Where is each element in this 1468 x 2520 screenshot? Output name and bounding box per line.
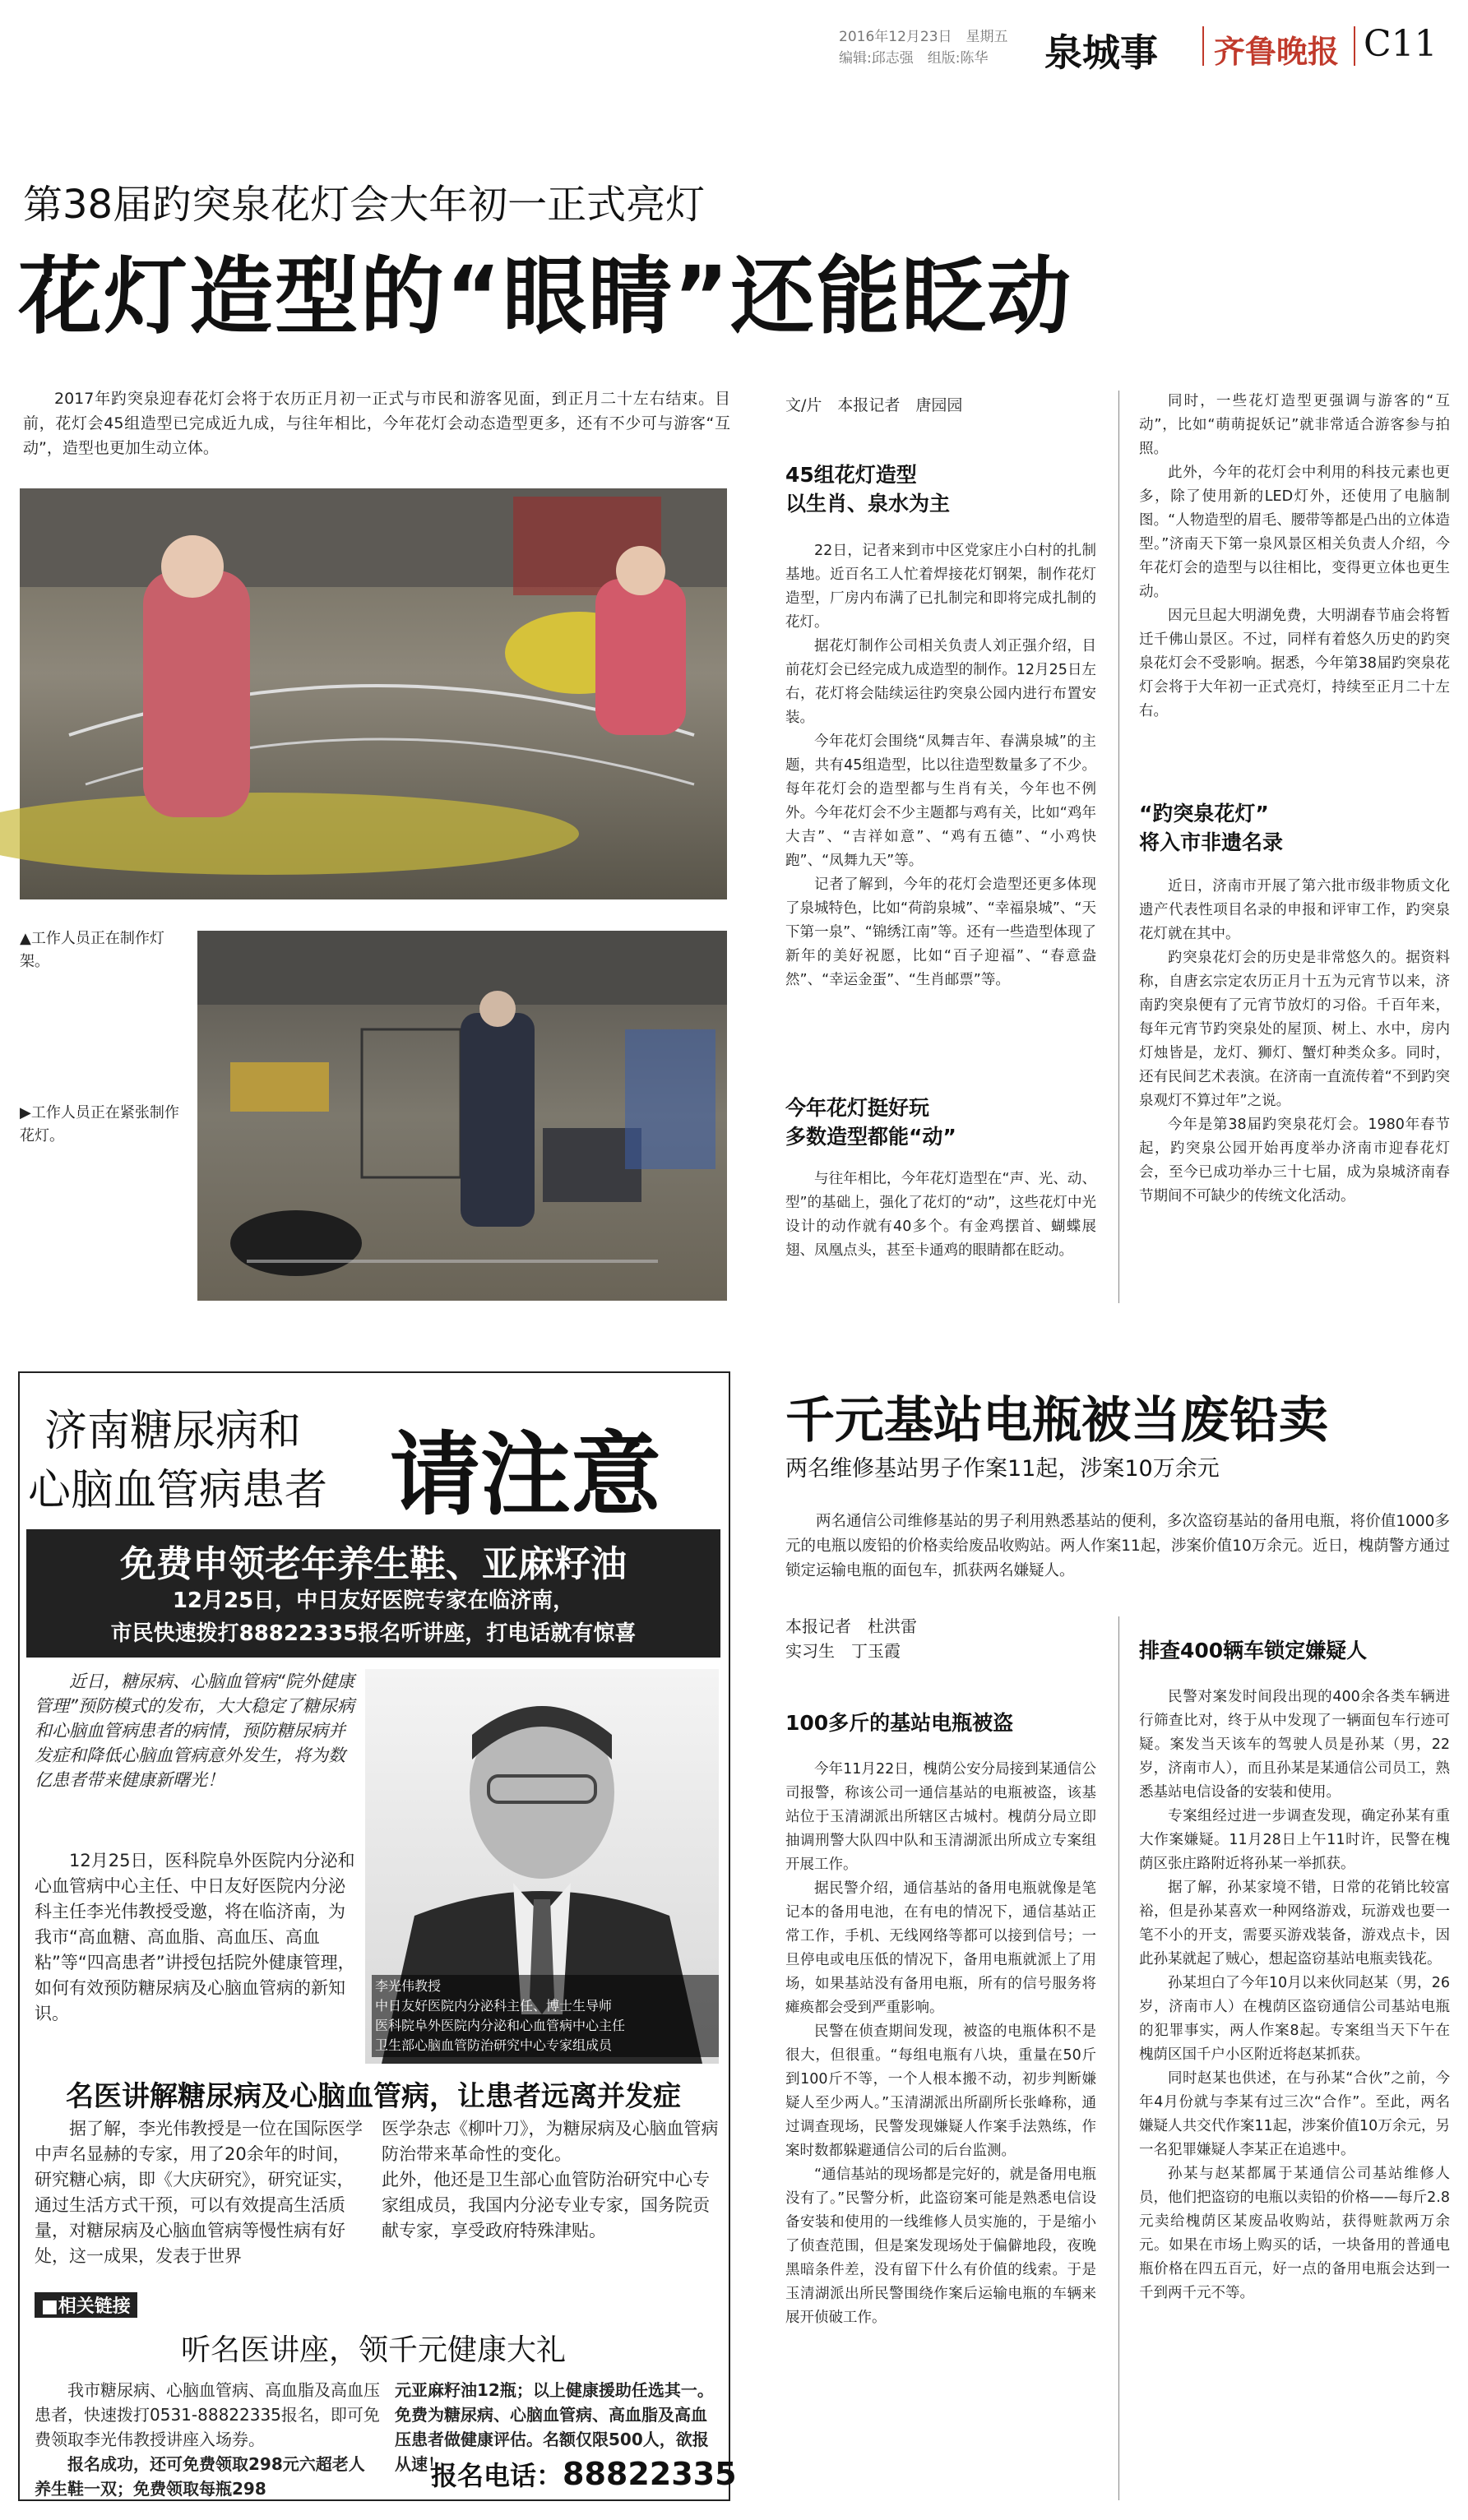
ad-title-big: 请注意: [390, 1422, 661, 1528]
story2-col1: 今年11月22日，槐荫公安分局接到某通信公司报警，称该公司一通信基站的电瓶被盗，该基站位于玉清湖派出所辖区古城村。槐荫分局立即抽调刑警大队四中队和玉清湖派出所成立专案组开展工作。 据民警介绍，通信基站的备用电瓶就像是笔记本的备用电池，在有电的情况下，通信基站正常工作，手机、无线网络等都可以接到信号；一旦停电或电压低的情况下，备用电瓶就派上了用场，如果基站没有备用电瓶，所有的信号服务将瘫痪都会受到严重影响。 民警在侦查期间发现，被盗的电瓶体积不是很大，但很重。“每组电瓶有八块，重量在50斤到100斤不等，一个人根本搬不动，初步判断嫌疑人至少两人。”玉清湖派出所副所长张峰称，通过调查现场，民警发现嫌疑人作案手法熟练，作案时数都躲避通信公司的后台监测。 “通信基站的现场都是完好的，就是备用电瓶没有了。”民警分析，此盗窃案可能是熟悉电信设备安装和使用的一线维修人员实施的，于是缩小了侦查范围，但是案发现场处于偏僻地段，夜晚黑暗条件差，没有留下什么有价值的线索。于是玉清湖派出所民警围绕作案后运输电瓶的车辆来展开侦破工作。: [785, 1761, 1096, 2326]
story2-lead: 两名通信公司维修基站的男子利用熟悉基站的便利，多次盗窃基站的备用电瓶，将价值1000多元的电瓶以废铅的价格卖给废品收购站。两人作案11起，涉案价值10万余元。近日，槐荫警方通过锁定运输电瓶的面包车，抓获两名嫌疑人。: [785, 1513, 1450, 1579]
story1-col2: 同时，一些花灯造型更强调与游客的“互动”，比如“萌萌捉妖记”就非常适合游客参与拍照。 此外，今年的花灯会中利用的科技元素也更多，除了使用新的LED灯外，还使用了电脑制图。“人物造型的眉毛、腰带等都是凸出的立体造型。”济南天下第一泉风景区相关负责人介绍，今年花灯会的造型与以往相比，变得更立体也更生动。 因元旦起大明湖免费，大明湖春节庙会将暂迁千佛山景区。不过，同样有着悠久历史的趵突泉花灯会不受影响。据悉，今年第38届趵突泉花灯会将于大年初一正式亮灯，持续至正月二十左右。: [1139, 393, 1450, 719]
story1-kicker: 第38届趵突泉花灯会大年初一正式亮灯: [23, 182, 706, 228]
story1-lead: 2017年趵突泉迎春花灯会将于农历正月初一正式与市民和游客见面，到正月二十左右结束。目前，花灯会45组造型已完成近九成，与往年相比，今年花灯会动态造型更多，还有不少可与游客“互动”，造型也更加生动立体。: [23, 390, 730, 457]
page-number: C11: [1364, 23, 1438, 65]
story1-sub3: “趵突泉花灯” 将入市非遗名录: [1139, 802, 1284, 854]
ad-link-tag: ■相关链接: [35, 2292, 137, 2318]
ad-banner-title: 免费申领老年养生鞋、亚麻籽油: [120, 1543, 627, 1585]
paper-logo: 齐鲁晚报: [1214, 33, 1340, 70]
story1-col1: 22日，记者来到市中区党家庄小白村的扎制基地。近百名工人忙着焊接花灯钢架，制作花灯造型，厂房内布满了已扎制完和即将完成扎制的花灯。 据花灯制作公司相关负责人刘正强介绍，目前花灯会已经完成九成造型的制作。12月25日左右，花灯将会陆续运往趵突泉公园内进行布置安装。 今年花灯会围绕“凤舞吉年、春满泉城”的主题，共有45组造型，比以往造型数量多了不少。每年花灯会的造型都与生肖有关，今年也不例外。今年花灯会不少主题都与鸡有关，比如“鸡年大吉”、“吉祥如意”、“鸡有五德”、“小鸡快跑”、“凤舞九天”等。 记者了解到，今年的花灯会造型还更多体现了泉城特色，比如“荷韵泉城”、“幸福泉城”、“天下第一泉”、“锦绣江南”等。还有一些造型体现了新年的美好祝愿，比如“百子迎福”、“春意盎然”、“幸运金蛋”、“生肖邮票”等。: [785, 543, 1096, 988]
story2-byline1: 本报记者 杜洪雷: [785, 1616, 917, 1636]
ad-title-line2: 心脑血管病患者: [28, 1466, 328, 1515]
story1-col2b: 近日，济南市开展了第六批市级非物质文化遗产代表性项目名录的申报和评审工作，趵突泉花灯就在其中。 趵突泉花灯会的历史是非常悠久的。据资料称，自唐玄宗定农历正月十五为元宵节以来，济南趵突泉便有了元宵节放灯的习俗。千百年来，每年元宵节趵突泉处的屋顶、树上、水中，房内灯烛皆是，龙灯、狮灯、蟹灯种类众多。同时，还有民间艺术表演。在济南一直流传着“不到趵突泉观灯不算过年”之说。 今年是第38届趵突泉花灯会。1980年春节起，趵突泉公园开始再度举办济南市迎春花灯会，至今已成功举办三十七届，成为泉城济南春节期间不可缺少的传统文化活动。: [1139, 878, 1450, 1205]
caption-1: ▲工作人员正在制作灯架。: [20, 930, 164, 970]
masthead: [831, 18, 1447, 76]
story1-byline: 文/片 本报记者 唐园园: [785, 396, 963, 414]
story2-deck: 两名维修基站男子作案11起，涉案10万余元: [785, 1456, 1220, 1482]
section-name: 泉城事: [1044, 30, 1158, 75]
story2-headline: 千元基站电瓶被当废铅卖: [785, 1392, 1328, 1450]
ad-intro-text: 12月25日，医科院阜外医院内分泌和心血管病中心主任、中日友好医院内分泌科主任李光伟教授受邀，将在临济南，为我市“高血糖、高血脂、高血压、高血粘”等“四高患者”讲授包括院外健康管理，如何有效预防糖尿病及心脑血管病的新知识。: [35, 1851, 355, 2023]
photo-workers-lanterns: [197, 931, 727, 1301]
photo-workers-frame: [20, 488, 727, 899]
story1-sub1: 45组花灯造型 以生肖、泉水为主: [785, 463, 951, 516]
ad-bottom-head: 听名医讲座，领千元健康大礼: [180, 2333, 566, 2367]
divider: [1354, 26, 1355, 66]
photo-workers-frame-image: [20, 488, 727, 899]
story1-headline: 花灯造型的“眼睛”还能眨动: [18, 248, 1073, 346]
story2-sub1: 100多斤的基站电瓶被盗: [785, 1711, 1014, 1735]
photo-workers-lanterns-image: [197, 931, 727, 1301]
divider: [1202, 26, 1204, 66]
ad-banner-sub2: 市民快速拨打88822335报名听讲座，打电话就有惊喜: [110, 1621, 637, 1646]
ad-phone: [431, 2455, 737, 2493]
phone-number: 88822335: [563, 2456, 737, 2492]
ad-bottom-right: 元亚麻籽油12瓶；以上健康援助任选其一。免费为糖尿病、心脑血管病、高血脂及高血压患者做健康评估。名额仅限500人，欲报从速！: [395, 2380, 714, 2474]
ad-banner: [26, 1529, 720, 1658]
story2-col2: 民警对案发时间段出现的400余各类车辆进行筛查比对，终于从中发现了一辆面包车行迹可疑。案发当天该车的驾驶人员是孙某（男，22岁，济南市人），而且孙某是某通信公司员工，熟悉基站电信设备的安装和使用。 专案组经过进一步调查发现，确定孙某有重大作案嫌疑。11月28日上午11时许，民警在槐荫区张庄路附近将孙某一举抓获。 据了解，孙某家境不错，日常的花销比较富裕，但是孙某喜欢一种网络游戏，玩游戏也要一笔不小的开支，需要买游戏装备，游戏点卡，因此孙某就起了贼心，想起盗窃基站电瓶卖钱花。 孙某坦白了今年10月以来伙同赵某（男，26岁，济南市人）在槐荫区盗窃通信公司基站电瓶的犯罪事实，两人作案8起。专案组当天下午在槐荫区国千户小区附近将赵某抓获。 同时赵某也供述，在与孙某“合伙”之前，今年4月份就与李某有过三次“合作”。至此，两名嫌疑人共交代作案11起，涉案价值10万余元，另一名犯罪嫌疑人李某正在追逃中。 孙某与赵某都属于某通信公司基站维修人员，他们把盗窃的电瓶以卖铅的价格——每斤2.8元卖给槐荫区某废品收购站，获得赃款两万余元。如果在市场上购买的话，一块备用的普通电瓶价格在四五百元，好一点的备用电瓶会达到一千到两千元不等。: [1139, 1689, 1450, 2301]
story2-byline2: 实习生 丁玉霞: [785, 1641, 901, 1661]
ad-banner-sub1: 12月25日，中日友好医院专家在临济南，: [172, 1588, 575, 1613]
ad-script-text: 近日，糖尿病、心脑血管病“院外健康管理”预防模式的发布，大大稳定了糖尿病和心脑血管病患者的病情，预防糖尿病并发症和降低心脑血管病意外发生，将为数亿患者带来健康新曙光！: [35, 1672, 354, 1790]
editor-credit: 编辑:邱志强 组版:陈华: [839, 50, 989, 67]
ad-bottom-left: 我市糖尿病、心脑血管病、高血脂及高血压患者，快速拨打0531-88822335报名，即可免费领取李光伟教授讲座入场券。 报名成功，还可免费领取298元六超老人养生鞋一双；免费领取每瓶298: [35, 2380, 380, 2499]
story1-sub2: 今年花灯挺好玩 多数造型都能“动”: [785, 1096, 956, 1149]
doctor-caption: 李光伟教授 中日友好医院内分泌科主任、博士生导师 医科院阜外医院内分泌和心血管病中心主任 卫生部心脑血管防治研究中心专家组成员: [372, 1975, 719, 2057]
ad-mid-left: 据了解，李光伟教授是一位在国际医学中声名显赫的专家，用了20余年的时间，研究糖心病，即《大庆研究》，研究证实，通过生活方式干预，可以有效提高生活质量，对糖尿病及心脑血管病等慢性病有好处，这一成果，发表于世界: [35, 2119, 363, 2266]
column-divider: [1118, 391, 1119, 1303]
ad-mid-right: 医学杂志《柳叶刀》，为糖尿病及心脑血管病防治带来革命性的变化。 此外，他还是卫生部心血管防治研究中心专家组成员，我国内分泌专业专家，国务院贡献专家，享受政府特殊津贴。: [382, 2119, 719, 2240]
story1-col1b: 与往年相比，今年花灯造型在“声、光、动、型”的基础上，强化了花灯的“动”，这些花灯中光设计的动作就有40多个。有金鸡摆首、蝴蝶展翅、凤凰点头，甚至卡通鸡的眼睛都在眨动。: [785, 1171, 1096, 1259]
ad-mid-head: 名医讲解糖尿病及心脑血管病，让患者远离并发症: [66, 2080, 681, 2113]
caption-2: ▶工作人员正在紧张制作花灯。: [20, 1104, 179, 1144]
phone-label: 报名电话：: [431, 2460, 563, 2491]
column-divider: [1118, 1616, 1119, 2500]
health-ad: [18, 1371, 737, 2501]
issue-date: 2016年12月23日 星期五: [839, 29, 1008, 45]
ad-title-line1: 济南糖尿病和: [44, 1407, 302, 1456]
doctor-portrait: [365, 1669, 719, 2064]
story2-sub2: 排查400辆车锁定嫌疑人: [1139, 1639, 1368, 1662]
